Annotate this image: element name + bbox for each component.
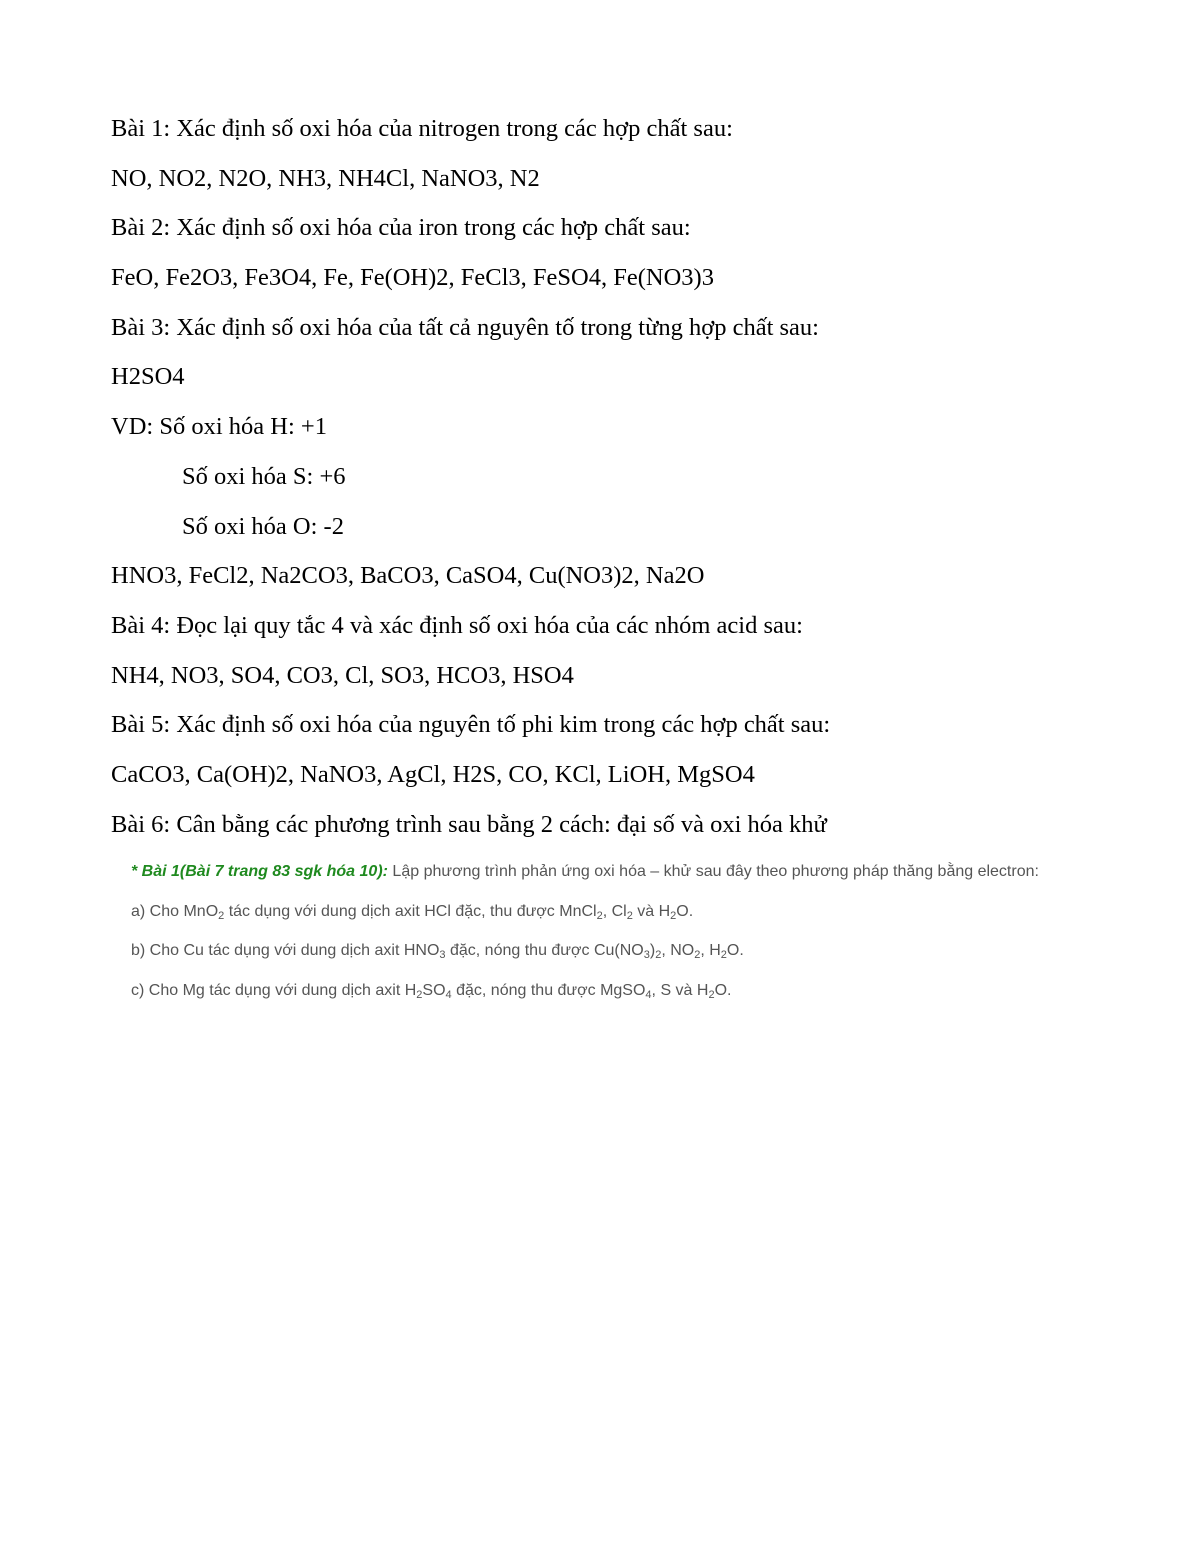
item-c-subscript: 2	[416, 988, 423, 1001]
item-c-subscript: 4	[445, 988, 452, 1001]
exercise-1-title: Bài 1: Xác định số oxi hóa của nitrogen trong các hợp chất sau:	[111, 115, 733, 142]
item-a-subscript: 2	[218, 909, 225, 922]
item-a-subscript: 2	[626, 909, 633, 922]
web-excerpt-heading	[131, 858, 1191, 898]
exercise-1-compounds: NO, NO2, N2O, NH3, NH4Cl, NaNO3, N2	[111, 164, 540, 192]
item-b-text: đặc, nóng thu được Cu(NO	[445, 942, 644, 959]
item-c-text: c) Cho Mg tác dụng với dung dịch axit H	[131, 981, 417, 999]
item-b-subscript: 3	[643, 949, 650, 961]
exercise-4-title: Bài 4: Đọc lại quy tắc 4 và xác định số oxi hóa của các nhóm acid sau:	[111, 611, 803, 639]
web-excerpt-heading-highlight: * Bài 1(Bài 7 trang 83 sgk hóa 10):	[131, 863, 388, 880]
exercise-5-compounds: CaCO3, Ca(OH)2, NaNO3, AgCl, H2S, CO, KCl, LiOH, MgSO4	[111, 760, 755, 788]
item-b-text: O.	[726, 942, 744, 959]
exercise-4-groups: NH4, NO3, SO4, CO3, Cl, SO3, HCO3, HSO4	[111, 661, 574, 689]
item-c-text: SO	[422, 981, 446, 999]
item-a-text: a) Cho MnO	[131, 902, 219, 920]
item-b-subscript: 2	[694, 949, 701, 961]
exercise-2-compounds: FeO, Fe2O3, Fe3O4, Fe, Fe(OH)2, FeCl3, FeSO4, Fe(NO3)3	[111, 264, 714, 292]
exercise-6-title: Bài 6: Cân bằng các phương trình sau bằng 2 cách: đại số và oxi hóa khử	[111, 810, 827, 838]
item-a-subscript: 2	[596, 909, 603, 922]
item-b-text: , H	[700, 942, 721, 959]
item-b-subscript: 3	[439, 949, 446, 961]
web-excerpt-item-b	[131, 937, 1191, 977]
item-b-subscript: 2	[655, 949, 662, 961]
pasted-web-excerpt	[131, 858, 1191, 1016]
item-c-subscript: 2	[708, 988, 715, 1001]
item-c-text: O.	[714, 981, 732, 999]
item-c-text: đặc, nóng thu được MgSO	[451, 981, 646, 999]
item-a-text: tác dụng với dung dịch axit HCl đặc, thu được MnCl	[224, 902, 597, 920]
exercise-3-compounds: HNO3, FeCl2, Na2CO3, BaCO3, CaSO4, Cu(NO3)2, Na2O	[111, 562, 705, 590]
exercise-5-title: Bài 5: Xác định số oxi hóa của nguyên tố phi kim trong các hợp chất sau:	[111, 711, 831, 739]
item-a-text: O.	[676, 902, 694, 920]
item-b-subscript: 2	[720, 949, 727, 961]
item-c-subscript: 4	[645, 988, 652, 1001]
item-b-text: )	[649, 942, 656, 959]
web-excerpt-item-a	[131, 898, 1191, 938]
item-a-text: , Cl	[602, 902, 627, 920]
item-a-text: và H	[632, 902, 671, 920]
exercise-3-example-o: Số oxi hóa O: -2	[182, 512, 344, 540]
web-excerpt-heading-text: Lập phương trình phản ứng oxi hóa – khử sau đây theo phương pháp thăng bằng electron:	[387, 863, 1039, 880]
item-c-text: , S và H	[651, 981, 709, 999]
exercise-3-title: Bài 3: Xác định số oxi hóa của tất cả nguyên tố trong từng hợp chất sau:	[111, 313, 819, 341]
item-b-text: , NO	[661, 942, 695, 959]
web-excerpt-item-c	[131, 977, 1191, 1017]
item-b-text: b) Cho Cu tác dụng với dung dịch axit HNO	[131, 942, 440, 959]
exercise-2-title: Bài 2: Xác định số oxi hóa của iron trong các hợp chất sau:	[111, 214, 691, 242]
exercise-3-example-compound: H2SO4	[111, 363, 185, 391]
exercise-3-example-h: VD: Số oxi hóa H: +1	[111, 413, 327, 441]
exercise-list	[111, 108, 1171, 853]
exercise-3-example-s: Số oxi hóa S: +6	[182, 462, 346, 490]
item-a-subscript: 2	[670, 909, 677, 922]
